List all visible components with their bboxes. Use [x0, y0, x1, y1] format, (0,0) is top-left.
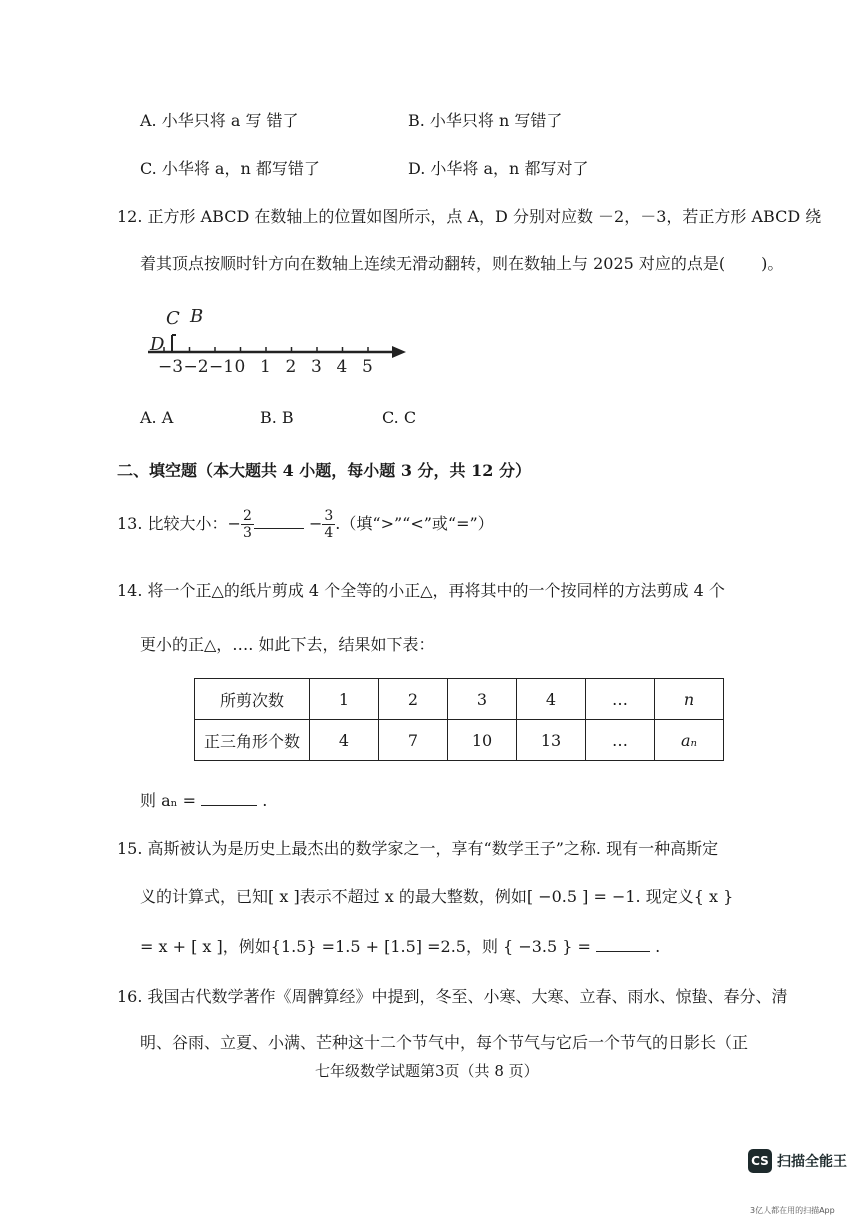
camscanner-name: 扫描全能王	[777, 1154, 847, 1170]
q13-fraction-2	[322, 508, 335, 541]
table-cell: 正三角形个数	[195, 720, 310, 761]
q13-fraction-1	[241, 508, 254, 541]
q16-line-2: 明、谷雨、立夏、小满、芒种这十二个节气中，每个节气与它后一个节气的日影长（正	[140, 1033, 749, 1052]
table-cell: 3	[448, 679, 517, 720]
q15-line-3-text: = x + [ x ]，例如{1.5} =1.5 + [1.5] =2.5，则 { −3.5 } =	[140, 937, 591, 956]
number-line-svg	[148, 300, 418, 382]
q15-line-3	[140, 934, 660, 957]
q12-option-c: C. C	[382, 408, 417, 427]
q14-line-2: 更小的正△，…. 如此下去，结果如下表：	[140, 635, 435, 654]
tick-label: 4	[336, 357, 348, 377]
q14-answer-blank[interactable]	[201, 805, 257, 806]
q12-line-1: 12. 正方形 ABCD 在数轴上的位置如图所示，点 A，D 分别对应数 －2，－3，若正方形 ABCD 绕	[117, 207, 822, 226]
table-cell: n	[655, 679, 724, 720]
table-cell: 13	[517, 720, 586, 761]
q12-line-2-end: )。	[761, 254, 784, 273]
tick-label: −2	[183, 357, 209, 377]
q15-answer-blank[interactable]	[596, 951, 650, 952]
q11-option-a: A. 小华只将 a 写 错了	[140, 111, 299, 130]
camscanner-tagline: 3亿人都在用的扫描App	[750, 1206, 835, 1215]
table-cell: 2	[379, 679, 448, 720]
label-c: C	[166, 308, 180, 329]
camscanner-logo-icon: CS	[748, 1149, 772, 1173]
q15-line-1: 15. 高斯被认为是历史上最杰出的数学家之一，享有“数学王子”之称. 现有一种高斯定	[117, 839, 719, 858]
q13-answer-blank[interactable]	[254, 528, 304, 529]
table-row	[195, 679, 724, 720]
q14-answer-line	[140, 788, 267, 811]
section-2-title: 二、填空题（本大题共 4 小题，每小题 3 分，共 12 分）	[117, 461, 531, 480]
table-cell: 4	[310, 720, 379, 761]
q12-line-2-text: 着其顶点按顺时针方向在数轴上连续无滑动翻转，则在数轴上与 2025 对应的点是(	[140, 254, 726, 273]
table-cell: 4	[517, 679, 586, 720]
label-b: B	[190, 306, 204, 327]
q12-line-2	[140, 251, 783, 274]
tick-label: 0	[234, 357, 246, 377]
tick-label: −1	[209, 357, 235, 377]
q13-frac1-den: 3	[242, 525, 252, 541]
q13-line	[117, 508, 494, 541]
q13-frac2-den: 4	[324, 525, 334, 541]
q14-table-wrapper	[194, 678, 724, 761]
tick-label: 3	[311, 357, 322, 377]
q14-line-1: 14. 将一个正△的纸片剪成 4 个全等的小正△，再将其中的一个按同样的方法剪成 4 个	[117, 581, 725, 600]
q12-option-b: B. B	[260, 408, 294, 427]
table-row	[195, 720, 724, 761]
q14-table	[194, 678, 724, 761]
q13-prefix: 13. 比较大小：−	[117, 514, 241, 533]
q13-frac2-num: 3	[324, 508, 334, 524]
q13-frac1-num: 2	[242, 508, 252, 524]
label-d: D	[150, 334, 165, 355]
q14-answer-suffix: .	[262, 791, 268, 810]
q11-option-c: C. 小华将 a，n 都写错了	[140, 159, 320, 178]
q15-line-2: 义的计算式，已知[ x ]表示不超过 x 的最大整数，例如[ −0.5 ] = −1. 现定义{ x }	[140, 887, 734, 906]
tick-label: −3	[158, 357, 184, 377]
table-cell: 所剪次数	[195, 679, 310, 720]
number-line-figure	[148, 300, 418, 382]
tick-label: 1	[260, 357, 271, 377]
tick-label: 2	[285, 357, 297, 377]
q13-suffix: .（填“>”“<”或“=”）	[335, 514, 494, 533]
tick-label: 5	[362, 357, 373, 377]
q14-answer-prefix: 则 aₙ =	[140, 791, 197, 810]
q11-option-d: D. 小华将 a，n 都写对了	[408, 159, 589, 178]
table-cell: 1	[310, 679, 379, 720]
table-cell: aₙ	[655, 720, 724, 761]
q13-mid: −	[308, 514, 323, 533]
q16-line-1: 16. 我国古代数学著作《周髀算经》中提到，冬至、小寒、大寒、立春、雨水、惊蛰、春分、清	[117, 987, 788, 1006]
q15-line-3-end: .	[655, 937, 661, 956]
table-cell: 7	[379, 720, 448, 761]
page-footer: 七年级数学试题第3页（共 8 页）	[315, 1062, 539, 1080]
table-cell: …	[586, 679, 655, 720]
q12-option-a: A. A	[140, 408, 174, 427]
q11-option-b: B. 小华只将 n 写错了	[408, 111, 563, 130]
table-cell: …	[586, 720, 655, 761]
axis-arrowhead	[392, 346, 406, 358]
table-cell: 10	[448, 720, 517, 761]
